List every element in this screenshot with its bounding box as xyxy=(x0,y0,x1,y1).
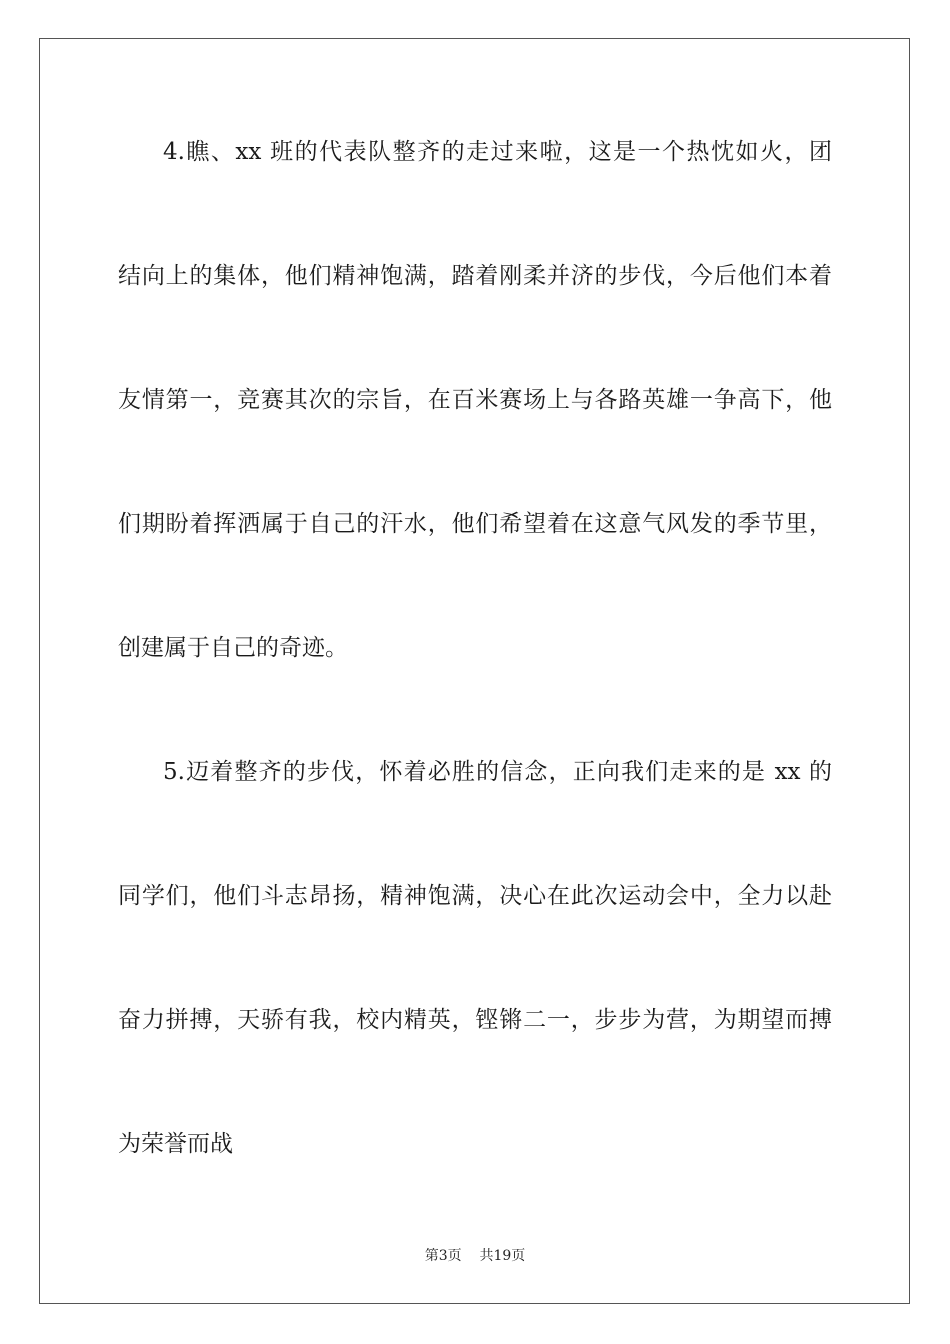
paragraph-4-line-1: 4.瞧、xx 班的代表队整齐的走过来啦，这是一个热忱如火，团 xyxy=(163,139,832,165)
paragraph-4-line-3: 友情第一，竞赛其次的宗旨，在百米赛场上与各路英雄一争高下，他 xyxy=(118,387,832,413)
total-pages: 共19页 xyxy=(479,1248,526,1264)
paragraph-5-line-4: 为荣誉而战 xyxy=(118,1131,233,1157)
paragraph-5-line-3: 奋力拼搏，天骄有我，校内精英，铿锵二一，步步为营，为期望而搏 xyxy=(118,1007,832,1033)
paragraph-5-line-2: 同学们，他们斗志昂扬，精神饱满，决心在此次运动会中，全力以赴 xyxy=(118,883,832,909)
page-footer xyxy=(0,1247,950,1265)
paragraph-4-line-5: 创建属于自己的奇迹。 xyxy=(118,635,348,661)
paragraph-4-line-4: 们期盼着挥洒属于自己的汗水，他们希望着在这意气风发的季节里， xyxy=(118,511,832,537)
paragraph-5-line-1: 5.迈着整齐的步伐，怀着必胜的信念，正向我们走来的是 xx 的 xyxy=(163,759,832,785)
page-number: 第3页 xyxy=(424,1248,462,1264)
page-border xyxy=(39,38,910,1304)
paragraph-4-line-2: 结向上的集体，他们精神饱满，踏着刚柔并济的步伐，今后他们本着 xyxy=(118,263,832,289)
